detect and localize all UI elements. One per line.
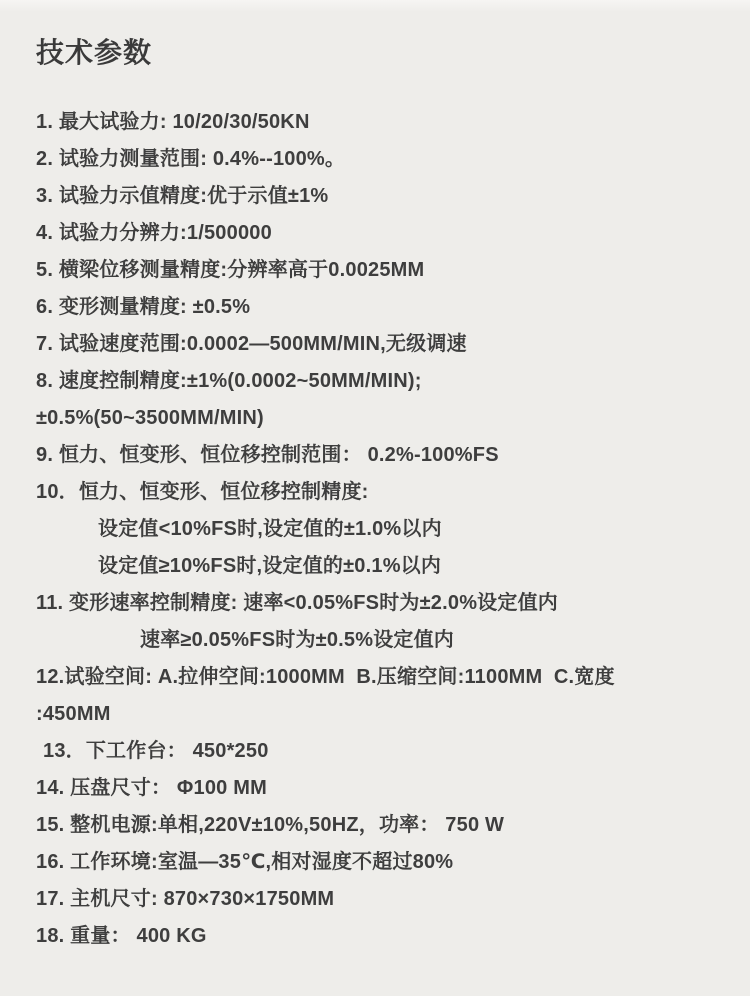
spec-line: 6. 变形测量精度: ±0.5% bbox=[36, 296, 251, 318]
spec-line: 16. 工作环境:室温—35℃,相对湿度不超过80% bbox=[36, 851, 454, 873]
spec-line: 10．恒力、恒变形、恒位移控制精度: bbox=[36, 481, 369, 503]
spec-line: 2. 试验力测量范围: 0.4%--100%。 bbox=[36, 148, 346, 170]
spec-line-continuation: 设定值<10%FS时,设定值的±1.0%以内 bbox=[98, 518, 442, 540]
spec-line: 4. 试验力分辨力:1/500000 bbox=[36, 222, 272, 244]
spec-line-continuation: :450MM bbox=[36, 703, 111, 725]
spec-line-continuation: 设定值≥10%FS时,设定值的±0.1%以内 bbox=[98, 555, 442, 577]
spec-line: 9. 恒力、恒变形、恒位移控制范围： 0.2%-100%FS bbox=[36, 444, 499, 466]
spec-line: 3. 试验力示值精度:优于示值±1% bbox=[36, 185, 329, 207]
spec-line-continuation: 速率≥0.05%FS时为±0.5%设定值内 bbox=[140, 629, 455, 651]
spec-line: 15. 整机电源:单相,220V±10%,50HZ，功率： 750 W bbox=[36, 814, 505, 836]
page-title: 技术参数 bbox=[36, 37, 153, 68]
spec-line: 1. 最大试验力: 10/20/30/50KN bbox=[36, 111, 310, 133]
spec-line: 5. 横梁位移测量精度:分辨率高于0.0025MM bbox=[36, 259, 425, 281]
spec-line: 14. 压盘尺寸： Φ100 MM bbox=[36, 777, 267, 799]
spec-line: 12.试验空间: A.拉伸空间:1000MM B.压缩空间:1100MM C.宽度 bbox=[36, 666, 615, 688]
spec-line: 7. 试验速度范围:0.0002—500MM/MIN,无级调速 bbox=[36, 333, 467, 355]
spec-line: 17. 主机尺寸: 870×730×1750MM bbox=[36, 888, 335, 910]
spec-line-continuation: ±0.5%(50~3500MM/MIN) bbox=[36, 407, 264, 429]
spec-line: 11. 变形速率控制精度: 速率<0.05%FS时为±2.0%设定值内 bbox=[36, 592, 558, 614]
spec-line: 13．下工作台： 450*250 bbox=[43, 740, 269, 762]
spec-line: 8. 速度控制精度:±1%(0.0002~50MM/MIN); bbox=[36, 370, 422, 392]
spec-line: 18. 重量： 400 KG bbox=[36, 925, 207, 947]
spec-list bbox=[36, 104, 726, 955]
